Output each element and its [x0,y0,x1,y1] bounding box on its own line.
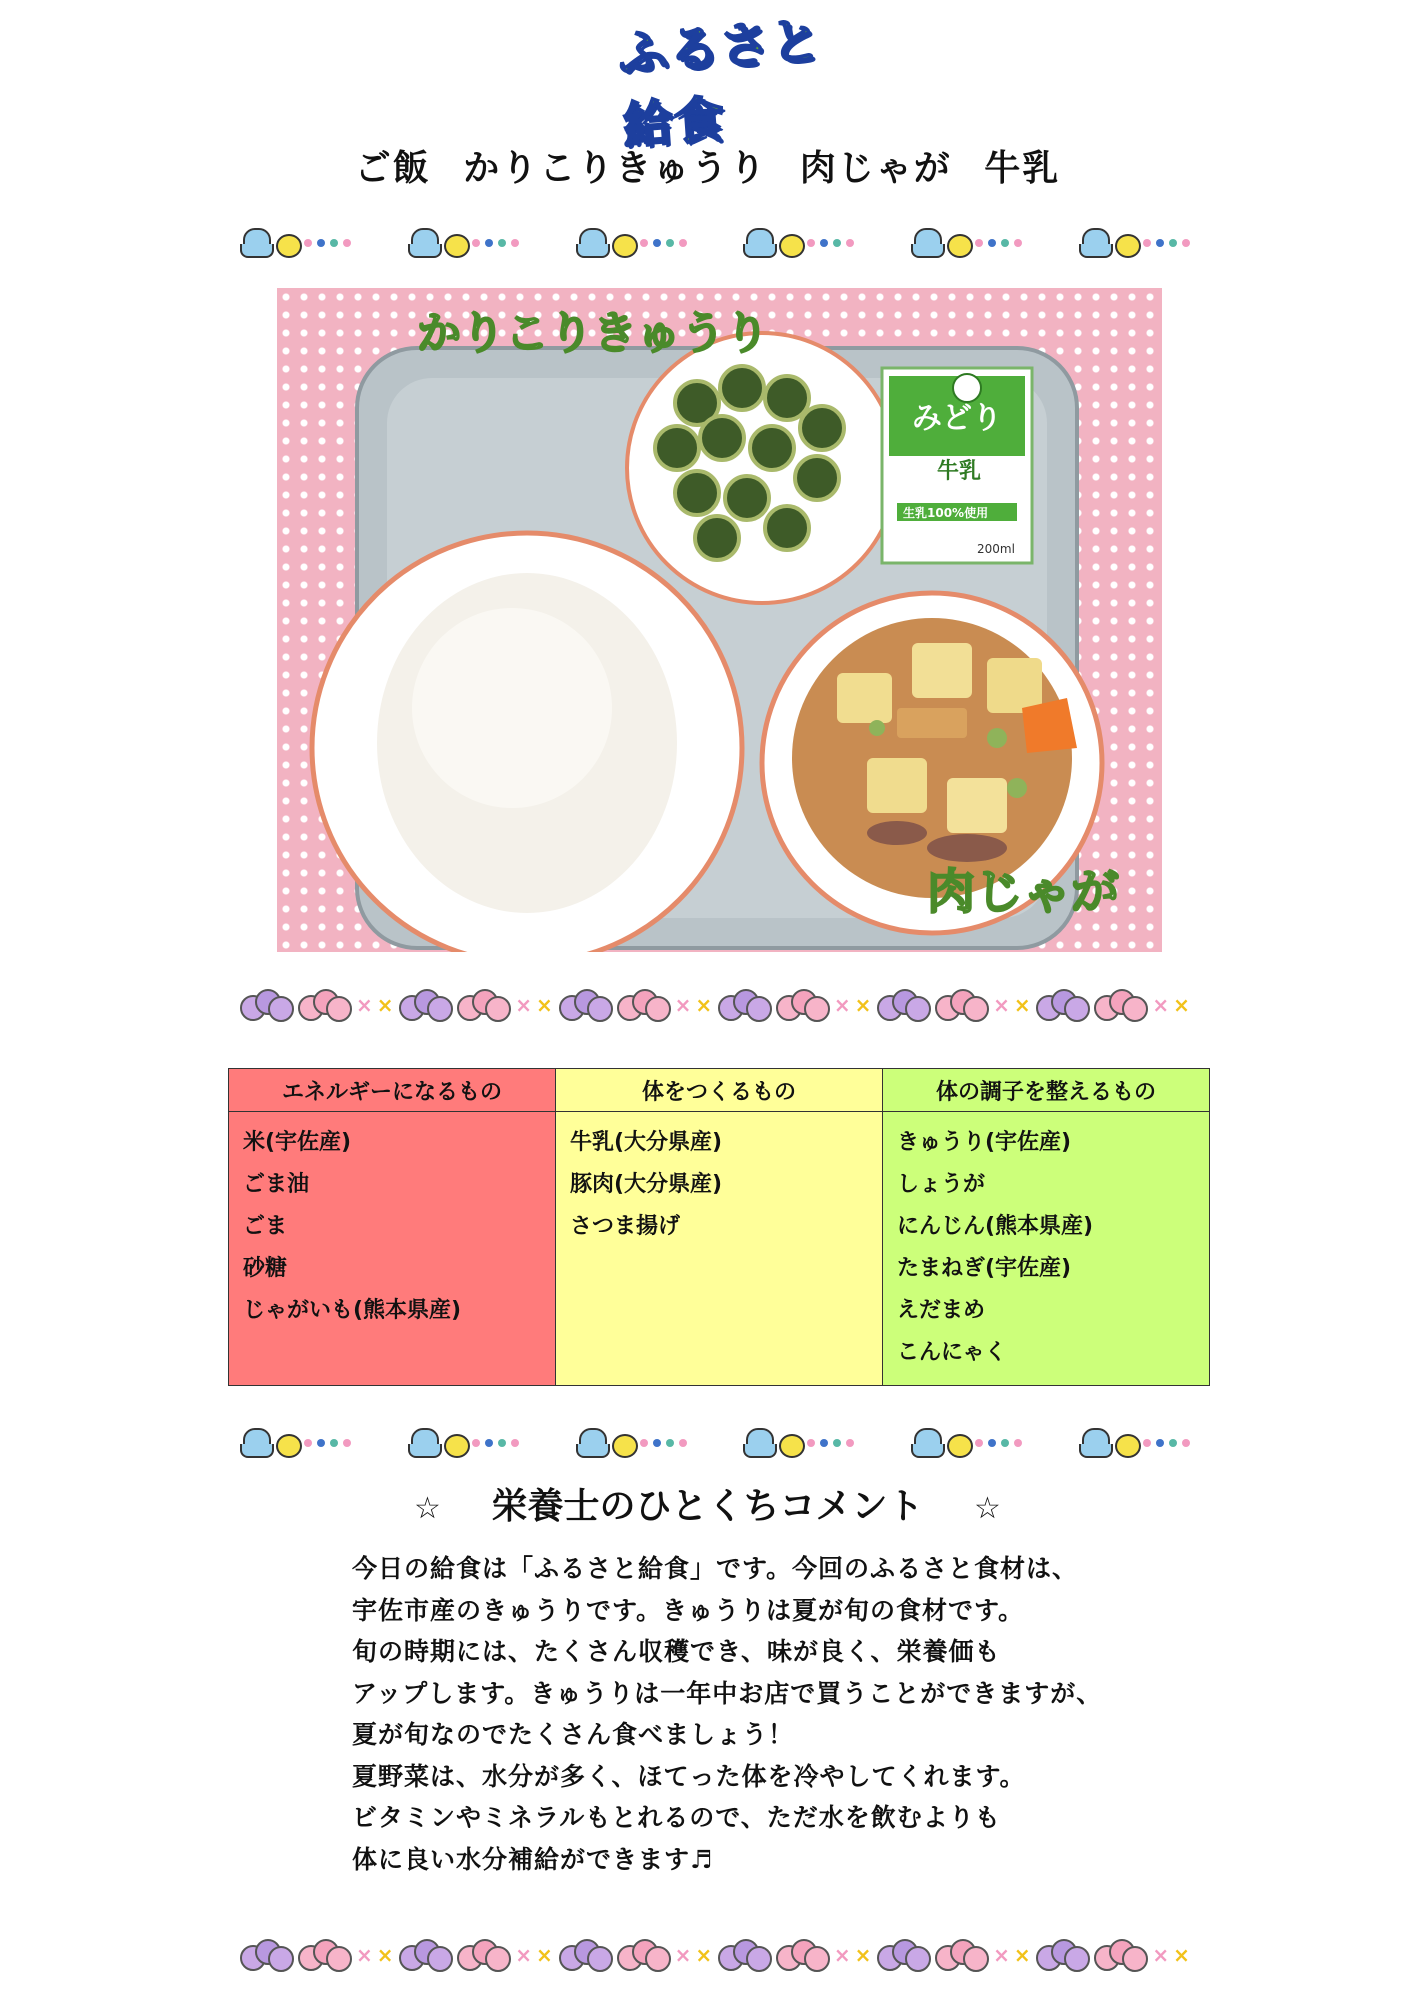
food-item: じゃがいも(熊本県産) [243,1298,462,1323]
cross-icon: × [356,993,373,1017]
teru-teru-bozu-icon [408,228,438,258]
hydrangea-ornament [718,1939,872,1971]
teru-teru-bozu-icon [1079,228,1109,258]
cross-icon: × [536,993,553,1017]
cross-icon: × [1173,993,1190,1017]
milk-brand: みどり [912,401,1002,436]
bottom-flower-border [240,1930,1190,1980]
milk-carton [882,368,1032,563]
chick-icon [610,1430,636,1456]
hydrangea-icon [559,1939,613,1971]
comment-line: 夏が旬なのでたくさん食べましょう！ [352,1720,795,1749]
lunch-photo [277,288,1162,952]
pickle-label: かりこりきゅうり [417,308,769,359]
hydrangea-icon [935,989,989,1021]
hydrangea-ornament [559,989,713,1021]
teru-chick-ornament [911,1428,1022,1458]
comment-line: 宇佐市産のきゅうりです。きゅうりは夏が旬の食材です。 [352,1595,1025,1625]
food-item: 豚肉(大分県産) [570,1172,723,1197]
hydrangea-icon [877,1939,931,1971]
energy-foods [229,1112,556,1386]
teru-chick-ornament [408,1428,519,1458]
comment-line: ビタミンやミネラルもとれるので、ただ水を飲むよりも [352,1803,1001,1832]
cross-icon: × [833,1943,851,1967]
cross-icon: × [833,993,851,1017]
teru-teru-bozu-icon [240,228,270,258]
food-item: えだまめ [897,1298,986,1323]
hydrangea-icon [935,1939,989,1971]
food-item: しょうが [897,1172,986,1197]
dots-ornament [472,1439,519,1447]
teru-teru-bozu-icon [408,1428,438,1458]
star-icon: ☆ [974,1491,1001,1526]
hydrangea-icon [457,1939,511,1971]
teru-chick-ornament [576,228,687,258]
cross-icon: × [695,993,713,1017]
chick-icon [610,230,636,256]
cross-icon: × [993,1943,1010,1967]
comment-line: 夏野菜は、水分が多く、ほてった体を冷やしてくれます。 [352,1761,1026,1791]
comment-line: アップします。きゅうりは一年中お店で買うことができますが、 [352,1678,1103,1708]
hydrangea-icon [776,1939,830,1971]
nikujaga-label: 肉じゃが [927,864,1120,920]
chick-icon [442,1430,468,1456]
cross-icon: × [854,993,872,1017]
logo-text: ふるさと給食 [616,11,824,156]
comment-line: 今日の給食は「ふるさと給食」です。今回のふるさと食材は、 [352,1554,1079,1583]
dots-ornament [1143,239,1190,247]
hydrangea-icon [1094,989,1148,1021]
dots-ornament [807,1439,854,1447]
cross-icon: × [356,1943,373,1967]
hydrangea-icon [240,1939,294,1971]
hydrangea-icon [718,989,772,1021]
cross-icon: × [515,1943,533,1967]
body-foods [556,1112,883,1386]
top-decor-border [240,218,1190,268]
teru-teru-bozu-icon [911,1428,941,1458]
hydrangea-ornament [559,1939,713,1971]
hydrangea-icon [298,989,352,1021]
dots-ornament [472,239,519,247]
cross-icon: × [376,993,394,1017]
chick-icon [274,1430,300,1456]
food-item: 牛乳(大分県産) [570,1130,723,1155]
food-item: ごま [243,1214,288,1239]
cross-icon: × [1013,1943,1031,1967]
hydrangea-icon [240,989,294,1021]
food-item: さつま揚げ [570,1214,681,1239]
hydrangea-icon [1036,1939,1090,1971]
teru-chick-ornament [743,1428,854,1458]
food-item: にんじん(熊本県産) [897,1214,1094,1239]
middle-flower-border [240,980,1190,1030]
menu-title: ご飯 かりこりきゅうり 肉じゃが 牛乳 [354,148,1061,189]
nutrition-table [228,1068,1210,1386]
teru-chick-ornament [240,1428,351,1458]
cross-icon: × [1173,1943,1190,1967]
cross-icon: × [993,993,1010,1017]
chick-icon [1113,230,1139,256]
teru-teru-bozu-icon [240,1428,270,1458]
comment-body [352,1548,1172,1880]
teru-chick-ornament [1079,1428,1190,1458]
hydrangea-ornament [1036,1939,1190,1971]
hydrangea-icon [457,989,511,1021]
cross-icon: × [674,1943,692,1967]
teru-teru-bozu-icon [576,1428,606,1458]
dots-ornament [304,239,351,247]
chick-icon [442,230,468,256]
dots-ornament [640,239,687,247]
teru-chick-ornament [408,228,519,258]
hydrangea-ornament [399,989,553,1021]
hydrangea-ornament [877,1939,1031,1971]
food-item: きゅうり(宇佐産) [897,1130,1072,1155]
comment-decor-border [240,1418,1190,1468]
cross-icon: × [1152,993,1170,1017]
teru-teru-bozu-icon [743,1428,773,1458]
hydrangea-icon [399,989,453,1021]
milk-volume: 200ml [977,542,1015,556]
cross-icon: × [695,1943,713,1967]
chick-icon [777,230,803,256]
hydrangea-icon [776,989,830,1021]
food-item: 米(宇佐産) [243,1130,352,1155]
cross-icon: × [854,1943,872,1967]
header-condition: 体の調子を整えるもの [883,1069,1210,1112]
teru-teru-bozu-icon [576,228,606,258]
comment-title [0,1478,1415,1529]
rice-highlight [412,608,612,808]
hydrangea-ornament [877,989,1031,1021]
dots-ornament [975,1439,1022,1447]
header-body: 体をつくるもの [556,1069,883,1112]
comment-title-text: 栄養士のひとくちコメント [491,1486,924,1527]
comment-line: 旬の時期には、たくさん収穫でき、味が良く、栄養価も [352,1637,1001,1666]
teru-chick-ornament [576,1428,687,1458]
food-item: 砂糖 [243,1256,288,1281]
star-icon: ☆ [414,1491,441,1526]
cross-icon: × [1152,1943,1170,1967]
food-item: ごま油 [243,1172,310,1197]
cross-icon: × [376,1943,394,1967]
comment-line: 体に良い水分補給ができます♬ [352,1844,714,1874]
cross-icon: × [1013,993,1031,1017]
chick-icon [945,230,971,256]
hydrangea-icon [617,989,671,1021]
condition-foods [883,1112,1210,1386]
chick-icon [945,1430,971,1456]
teru-chick-ornament [743,228,854,258]
cross-icon: × [674,993,692,1017]
hydrangea-icon [718,1939,772,1971]
milk-note: 生乳100%使用 [903,506,989,520]
logo [616,11,860,156]
chick-icon [1113,1430,1139,1456]
dots-ornament [640,1439,687,1447]
hydrangea-icon [1036,989,1090,1021]
hydrangea-ornament [240,989,394,1021]
hydrangea-icon [617,1939,671,1971]
cross-icon: × [536,1943,553,1967]
hydrangea-icon [399,1939,453,1971]
header-energy: エネルギーになるもの [229,1069,556,1112]
hydrangea-ornament [399,1939,553,1971]
food-item: こんにゃく [897,1340,1007,1365]
chick-icon [274,230,300,256]
hydrangea-icon [877,989,931,1021]
dots-ornament [807,239,854,247]
dots-ornament [1143,1439,1190,1447]
teru-chick-ornament [911,228,1022,258]
dots-ornament [304,1439,351,1447]
lunch-photo-illustration [277,288,1162,952]
food-item: たまねぎ(宇佐産) [897,1256,1072,1281]
hydrangea-ornament [1036,989,1190,1021]
chick-icon [777,1430,803,1456]
teru-teru-bozu-icon [911,228,941,258]
teru-teru-bozu-icon [743,228,773,258]
dots-ornament [975,239,1022,247]
hydrangea-icon [298,1939,352,1971]
hydrangea-ornament [240,1939,394,1971]
teru-chick-ornament [240,228,351,258]
hydrangea-icon [559,989,613,1021]
hydrangea-icon [1094,1939,1148,1971]
milk-name: 牛乳 [937,459,982,484]
teru-teru-bozu-icon [1079,1428,1109,1458]
hydrangea-ornament [718,989,872,1021]
teru-chick-ornament [1079,228,1190,258]
cross-icon: × [515,993,533,1017]
